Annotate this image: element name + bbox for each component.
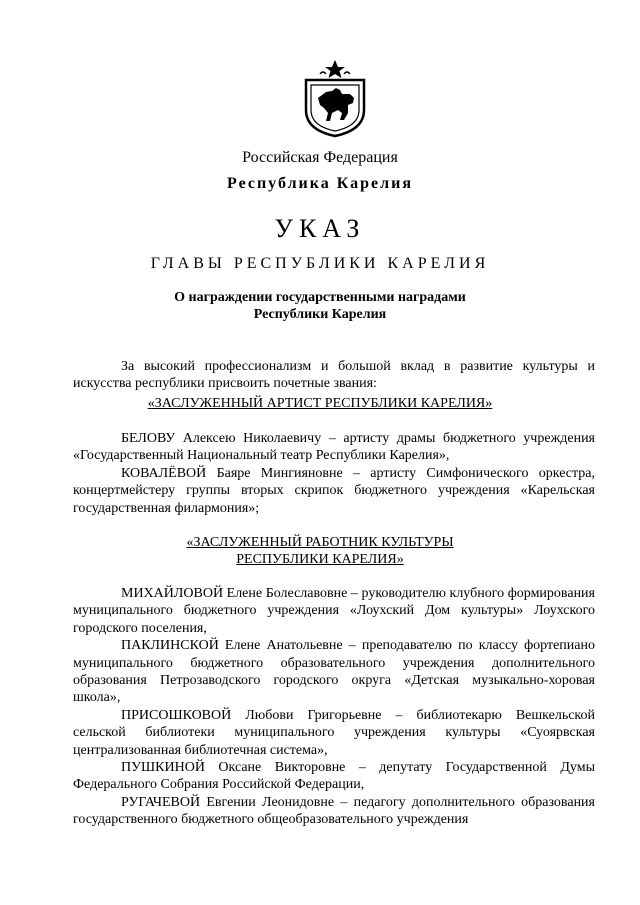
section1-entries: [73, 430, 595, 517]
award-entry: КОВАЛЁВОЙ Баяре Мингияновне – артисту Симфонического оркестра, концертмейстеру группы вторых скрипок бюджетного учреждения «Карельская государственная филармония»;: [73, 465, 595, 516]
award-entry: РУГАЧЕВОЙ Евгении Леонидовне – педагогу дополнительного образования государственного бюджетного общеобразовательного учреждения: [73, 794, 595, 828]
karelia-coat-of-arms-icon: [298, 58, 372, 138]
emblem-star: [325, 60, 345, 78]
section2-heading-line-2: РЕСПУБЛИКИ КАРЕЛИЯ»: [236, 552, 404, 567]
republic-name: Республика Карелия: [227, 175, 413, 192]
section2-heading: [0, 534, 640, 568]
award-entry: МИХАЙЛОВОЙ Елене Болеславовне – руководителю клубного формирования муниципального бюджетного учреждения «Лоухский Дом культуры» Лоухского городского поселения,: [73, 586, 595, 636]
award-entry: БЕЛОВУ Алексею Николаевичу – артисту драмы бюджетного учреждения «Государственный Национальный театр Республики Карелия»,: [73, 431, 595, 464]
award-entry: ПРИСОШКОВОЙ Любови Григорьевне – библиотекарю Вешкельской сельской библиотеки муниципального учреждения культуры «Суоярвская централизованная библиотечная система»,: [73, 707, 595, 758]
document-type: УКАЗ: [274, 214, 366, 243]
section1-heading: «ЗАСЛУЖЕННЫЙ АРТИСТ РЕСПУБЛИКИ КАРЕЛИЯ»: [147, 396, 493, 411]
title-line-1: О награждении государственными наградами: [174, 290, 466, 305]
country-name: Российская Федерация: [242, 149, 398, 166]
title-line-2: Республики Карелия: [253, 307, 387, 322]
document-issuer: ГЛАВЫ РЕСПУБЛИКИ КАРЕЛИЯ: [150, 255, 490, 272]
intro-paragraph: За высокий профессионализм и большой вклад в развитие культуры и искусства республики присвоить почетные звания:: [73, 359, 595, 392]
award-entry: ПАКЛИНСКОЙ Елене Анатольевне – преподавателю по классу фортепиано муниципального бюджетного образовательного учреждения дополнительного образования Петрозаводского городского округа «Детская музыкально-хоровая школа»,: [73, 638, 595, 706]
section2-heading-line-1: «ЗАСЛУЖЕННЫЙ РАБОТНИК КУЛЬТУРЫ: [186, 535, 454, 550]
section2-entries: [73, 585, 595, 829]
award-entry: ПУШКИНОЙ Оксане Викторовне – депутату Государственной Думы Федерального Собрания Российской Федерации,: [73, 760, 595, 793]
document-title: [0, 289, 640, 323]
